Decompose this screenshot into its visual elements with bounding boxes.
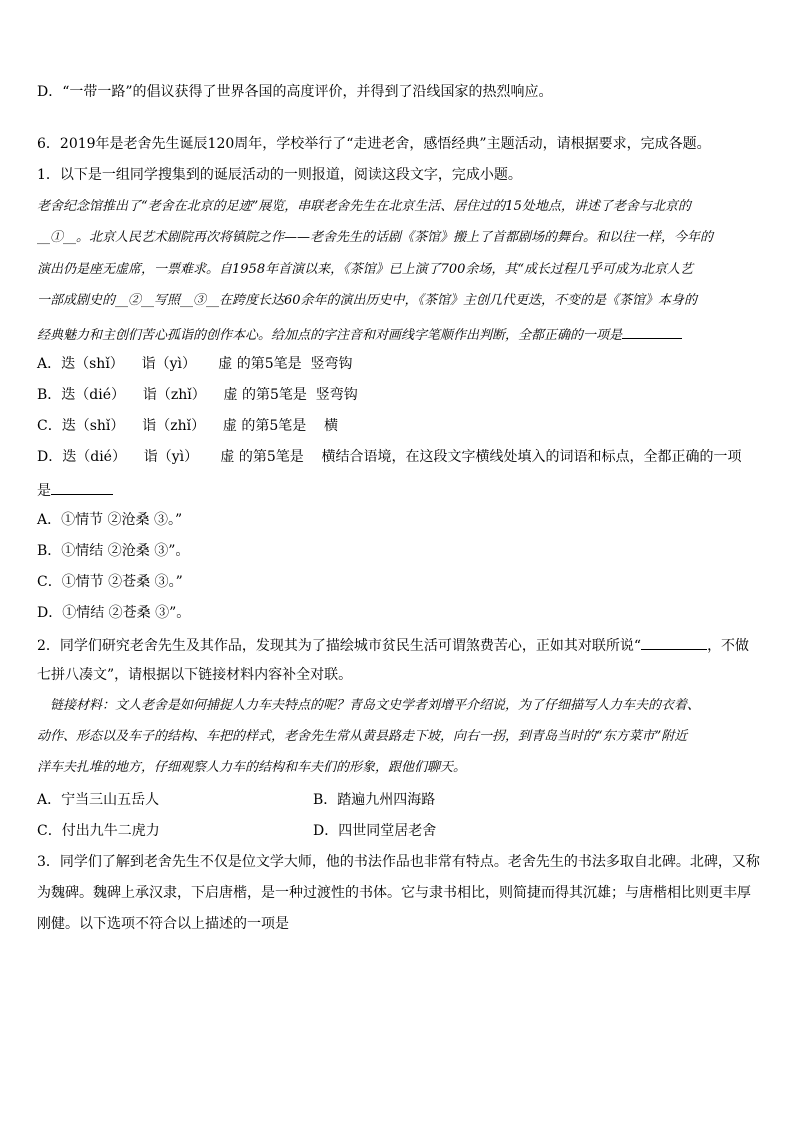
sub2-option-d: D．四世同堂居老舍 xyxy=(313,823,437,839)
sub3-line: 为魏碑。魏碑上承汉隶，下启唐楷，是一种过渡性的书体。它与隶书相比，则简捷而得其沉雄；与唐楷相比则更丰厚 xyxy=(37,885,751,901)
material-line: 洋车夫扎堆的地方，仔细观察人力车的结构和车夫们的形象，跟他们聊天。 xyxy=(37,760,467,775)
passage-line: 老舍纪念馆推出了“老舍在北京的足迹”展览，串联老舍先生在北京生活、居住过的15处地点，讲述了老舍与北京的 xyxy=(37,199,691,214)
option-label: A． xyxy=(37,356,62,372)
option2-c: C．①情节 ②苍桑 ③。” xyxy=(37,574,183,590)
option-d-continuation xyxy=(37,480,113,500)
option2-b: B．①情结 ②沧桑 ③”。 xyxy=(37,543,190,559)
sub1-stem: 1．以下是一组同学搜集到的诞辰活动的一则报道，阅读这段文字，完成小题。 xyxy=(37,167,522,183)
option-text: 迭（dié） 诣（yì） 虚 的第5笔是 横结合语境，在这段文字横线处填入的词语和标点，全都正确的一项 xyxy=(62,449,742,465)
option2-d: D．①情结 ②苍桑 ③”。 xyxy=(37,605,191,621)
prev-question-option-d: D．“一带一路”的倡议获得了世界各国的高度评价，并得到了沿线国家的热烈响应。 xyxy=(37,84,553,100)
material-line: 链接材料：文人老舍是如何捕捉人力车夫特点的呢？青岛文史学者刘增平介绍说，为了仔细描写人力车夫的衣着、 xyxy=(50,698,701,713)
continuation-text: 是 xyxy=(37,483,51,499)
material-line: 动作、形态以及车子的结构、车把的样式，老舍先生常从黄县路走下坡，向右一拐，到青岛当时的“东方菜市”附近 xyxy=(37,729,688,744)
option-d xyxy=(37,448,742,466)
answer-blank xyxy=(622,324,682,339)
option-label: C． xyxy=(37,418,62,434)
passage-line-with-question xyxy=(37,324,682,345)
passage-line: __①__。北京人民艺术剧院再次将镇院之作——老舍先生的话剧《茶馆》搬上了首都剧场的舞台。和以往一样，今年的 xyxy=(37,230,714,245)
answer-blank xyxy=(51,480,113,495)
option2-a: A．①情节 ②沧桑 ③。” xyxy=(37,512,183,528)
question-6-intro: 6．2019年是老舍先生诞辰120周年，学校举行了“走进老舍，感悟经典”主题活动，请根据要求，完成各题。 xyxy=(37,136,711,152)
option-text: 迭（shǐ） 诣（yì） 虚 的第5笔是 竖弯钩 xyxy=(61,356,353,372)
sub2-option-b: B．踏遍九州四海路 xyxy=(313,792,436,808)
passage-line: 演出仍是座无虚席，一票难求。自1958年首演以来，《茶馆》已上演了700余场，其“成长过程几乎可成为北京人艺 xyxy=(37,262,694,277)
option-a xyxy=(37,355,353,373)
sub2-stem-text-end: ，不做 xyxy=(707,638,750,654)
passage-text: 经典魅力和主创们苦心孤诣的创作本心。给加点的字注音和对画线字笔顺作出判断，全都正确的一项是 xyxy=(37,328,623,343)
sub2-stem-line1 xyxy=(37,635,749,655)
option-label: B． xyxy=(37,387,62,403)
sub2-stem-text: 2．同学们研究老舍先生及其作品，发现其为了描绘城市贫民生活可谓煞费苦心，正如其对联所说“ xyxy=(37,638,642,654)
option-label: D． xyxy=(37,449,63,465)
couplet-blank xyxy=(641,635,707,650)
sub3-line: 刚健。以下选项不符合以上描述的一项是 xyxy=(37,916,289,932)
sub2-option-c: C．付出九牛二虎力 xyxy=(37,823,160,839)
option-b xyxy=(37,386,358,404)
option-text: 迭（shǐ） 诣（zhǐ） 虚 的第5笔是 横 xyxy=(61,418,339,434)
passage-line: 一部成剧史的__②__写照__③__在跨度长达60余年的演出历史中，《茶馆》主创几代更迭，不变的是《茶馆》本身的 xyxy=(37,293,698,308)
sub3-line: 3．同学们了解到老舍先生不仅是位文学大师，他的书法作品也非常有特点。老舍先生的书法多取自北碑。北碑，又称 xyxy=(37,854,760,870)
sub2-option-a: A．宁当三山五岳人 xyxy=(37,792,160,808)
option-text: 迭（dié） 诣（zhǐ） 虚 的第5笔是 竖弯钩 xyxy=(61,387,358,403)
option-c xyxy=(37,417,338,435)
sub2-stem-line2: 七拼八凑文”，请根据以下链接材料内容补全对联。 xyxy=(37,667,353,683)
